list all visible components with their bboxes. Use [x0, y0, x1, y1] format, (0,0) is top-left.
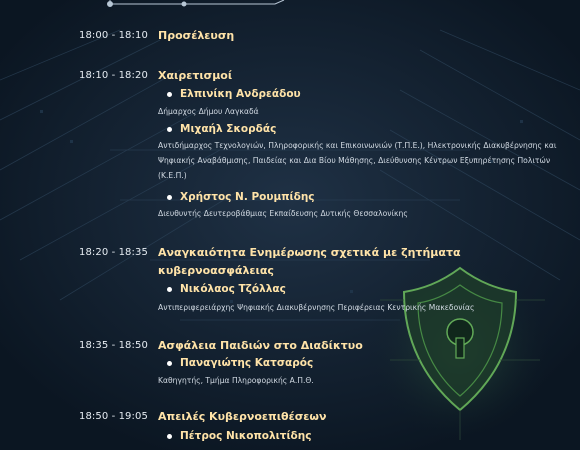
speaker-name: Ελπινίκη Ανδρεάδου	[180, 88, 301, 100]
session-title: Προσέλευση	[158, 29, 235, 42]
session-time: 18:50 - 19:05	[79, 411, 148, 422]
session-title: Απειλές Κυβερνοεπιθέσεων	[158, 410, 327, 423]
speaker-name: Πέτρος Νικοπολιτίδης	[180, 430, 312, 442]
bullet-icon	[167, 92, 172, 97]
bullet-icon	[167, 434, 172, 439]
speaker-name: Χρήστος Ν. Ρουμπίδης	[180, 191, 315, 203]
speaker-name: Μιχαήλ Σκορδάς	[180, 123, 277, 135]
bullet-icon	[167, 287, 172, 292]
session-time: 18:20 - 18:35	[79, 247, 148, 258]
speaker-role: Διευθυντής Δευτεροβάθμιας Εκπαίδευσης Δυτικής Θεσσαλονίκης	[158, 209, 408, 218]
session-title: Αναγκαιότητα Ενημέρωσης σχετικά με ζητήματα	[158, 246, 461, 259]
session-title-continued: κυβερνοασφάλειας	[158, 264, 274, 277]
speaker-role: Αντιδήμαρχος Τεχνολογιών, Πληροφορικής και Επικοινωνιών (Τ.Π.Ε.), Ηλεκτρονικής Διακυβέρνησης και Ψηφιακής Αναβάθμισης, Παιδείας και Δια Βίου Μάθησης, Διεύθυνσης Κέντρων Εξυπηρέτησης Πολιτών (Κ.Ε.Π.)	[158, 141, 557, 180]
session-title: Ασφάλεια Παιδιών στο Διαδίκτυο	[158, 339, 363, 352]
session-time: 18:10 - 18:20	[79, 70, 148, 81]
session-time: 18:00 - 18:10	[79, 30, 148, 41]
speaker-role: Καθηγητής, Τμήμα Πληροφορικής Α.Π.Θ.	[158, 376, 314, 385]
speaker-role: Αντιπεριφερειάρχης Ψηφιακής Διακυβέρνησης Περιφέρειας Κεντρικής Μακεδονίας	[158, 303, 475, 312]
session-time: 18:35 - 18:50	[79, 340, 148, 351]
bullet-icon	[167, 127, 172, 132]
bullet-icon	[167, 361, 172, 366]
speaker-name: Νικόλαος Τζόλλας	[180, 283, 286, 295]
speaker-role: Δήμαρχος Δήμου Λαγκαδά	[158, 107, 259, 116]
speaker-name: Παναγιώτης Κατσαρός	[180, 357, 314, 369]
session-title: Χαιρετισμοί	[158, 69, 233, 82]
bullet-icon	[167, 195, 172, 200]
